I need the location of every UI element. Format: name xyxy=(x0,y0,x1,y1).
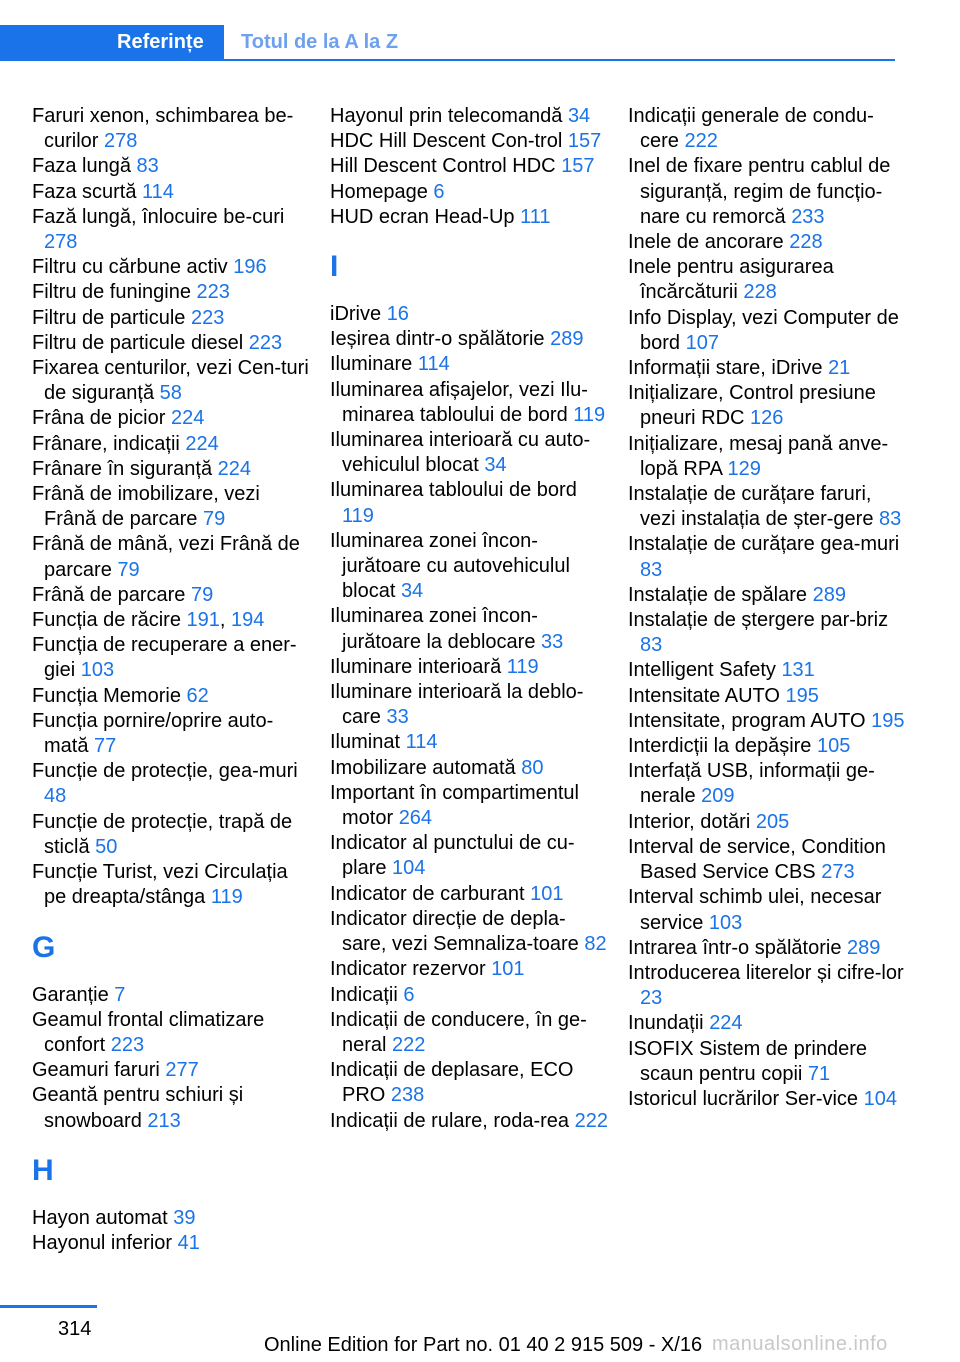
index-entry xyxy=(32,356,312,406)
page-link[interactable]: 34 xyxy=(484,454,507,477)
index-entry-text: Inele de ancorare xyxy=(628,231,784,254)
index-entry-text: Fixarea centurilor, vezi Cen-turi de siguranță xyxy=(32,357,309,405)
page-link[interactable]: 114 xyxy=(405,731,438,754)
page-link[interactable]: 277 xyxy=(165,1059,199,1082)
index-entry-text: Frâna de picior xyxy=(32,407,166,430)
index-entry xyxy=(330,1109,610,1134)
page-link[interactable]: 191 xyxy=(186,609,220,632)
page-link[interactable]: 224 xyxy=(709,1012,743,1035)
index-entry-text: Geamul frontal climatizare confort xyxy=(32,1008,265,1056)
index-entry xyxy=(628,936,908,961)
index-entry-text: Interfață USB, informații ge-nerale xyxy=(628,760,875,808)
page-link[interactable]: 16 xyxy=(386,303,409,326)
page-link[interactable]: 224 xyxy=(170,407,205,430)
index-entry-text: Funcție Turist, vezi Circulația pe dreapta/stânga xyxy=(32,861,288,909)
page-link[interactable]: 278 xyxy=(104,130,138,153)
section-letter: G xyxy=(32,930,56,964)
index-entry-text: Hayon automat xyxy=(32,1206,168,1229)
index-entry xyxy=(628,583,908,608)
index-entry xyxy=(32,684,312,709)
index-entry xyxy=(330,1008,610,1058)
page-link[interactable]: 101 xyxy=(491,958,525,981)
index-entry xyxy=(32,306,312,331)
index-entry xyxy=(32,104,312,154)
page-link[interactable]: 71 xyxy=(807,1062,831,1085)
page-link[interactable]: 79 xyxy=(117,558,140,581)
page-link[interactable]: 213 xyxy=(147,1109,181,1132)
index-entry-text: Frânare în siguranță xyxy=(32,457,213,480)
index-entry-text: Inițializare, mesaj pană anve-lopă RPA xyxy=(628,432,889,480)
index-entry-text: Iluminarea interioară cu auto-vehiculul blocat xyxy=(330,429,591,477)
page-link[interactable]: 34 xyxy=(400,580,424,603)
index-entry-text: Indicator al punctului de cu-plare xyxy=(330,832,575,880)
page-link[interactable]: 129 xyxy=(727,457,761,480)
tab-referinte[interactable]: Referințe xyxy=(0,25,224,61)
page-link[interactable]: 104 xyxy=(392,857,426,880)
page-link[interactable]: 39 xyxy=(173,1206,196,1229)
page-link[interactable]: 228 xyxy=(743,281,777,304)
index-entry-text: Inițializare, Control presiune pneuri RDC xyxy=(628,382,876,430)
index-entry-text: Iluminarea afișajelor, vezi Ilu-minarea tabloului de bord xyxy=(330,378,588,426)
page-link[interactable]: 289 xyxy=(550,328,584,351)
index-entry-text: Introducerea literelor și cifre-lor xyxy=(628,961,904,984)
index-entry xyxy=(628,835,908,885)
index-column-1 xyxy=(32,104,312,1256)
page-link[interactable]: 50 xyxy=(95,835,118,858)
index-entry xyxy=(32,633,312,683)
index-entry-text: Informații stare, iDrive xyxy=(628,357,823,380)
index-entry xyxy=(628,1087,908,1112)
index-entry xyxy=(32,1206,312,1231)
index-entry-text: Geamuri faruri xyxy=(32,1059,160,1082)
index-entry-text: Indicator de carburant xyxy=(330,882,525,905)
index-entry-text: HDC Hill Descent Con-trol xyxy=(330,130,563,153)
index-entry xyxy=(32,1058,312,1083)
index-entry xyxy=(32,532,312,582)
page-link[interactable]: 33 xyxy=(541,630,564,653)
index-entry-text: Frânare, indicații xyxy=(32,432,180,455)
index-entry-text: Funcția pornire/oprire auto-mată xyxy=(32,709,274,758)
index-entry-text: Interval schimb ulei, necesar service xyxy=(628,886,882,934)
index-entry xyxy=(628,306,908,356)
page-link[interactable]: 273 xyxy=(821,861,855,884)
index-entry xyxy=(628,381,908,431)
index-entry-text: Inele pentru asigurarea încărcăturii xyxy=(628,256,834,304)
index-entry-text: Funcția de răcire xyxy=(32,609,181,632)
index-column-3 xyxy=(628,104,908,1112)
index-entry-text: Interdicții la depășire xyxy=(628,735,812,758)
page-link[interactable]: 157 xyxy=(561,155,595,178)
index-entry-text: Interval de service, Condition Based Service CBS xyxy=(628,835,886,884)
page-link[interactable]: 6 xyxy=(433,180,445,203)
index-entry xyxy=(628,684,908,709)
index-entry-text: Filtru cu cărbune activ xyxy=(32,256,228,279)
page-link[interactable]: 222 xyxy=(392,1033,426,1056)
page-link[interactable]: 126 xyxy=(750,407,784,430)
index-entry-text: Frână de parcare xyxy=(32,583,186,606)
index-entry-text: Filtru de particule diesel xyxy=(32,331,244,354)
page-link[interactable]: 82 xyxy=(584,933,607,956)
page-link[interactable]: 195 xyxy=(871,709,905,732)
index-entry-text: Indicații de rulare, roda-rea xyxy=(330,1109,570,1132)
index-entry-text: Faza lungă xyxy=(32,155,131,178)
index-entry-text: Frână de mână, vezi Frână de parcare xyxy=(32,533,300,581)
edition-note: Online Edition for Part no. 01 40 2 915 509 - X/16 xyxy=(264,1334,703,1356)
page-link[interactable]: 119 xyxy=(342,504,374,527)
index-entry-text: HUD ecran Head-Up xyxy=(330,205,515,228)
index-entry-text: Interior, dotări xyxy=(628,810,751,833)
index-entry xyxy=(330,378,610,428)
index-entry xyxy=(330,983,610,1008)
index-entry xyxy=(330,756,610,781)
index-entry-text: Funcția Memorie xyxy=(32,684,181,707)
index-entry xyxy=(32,406,312,431)
index-entry xyxy=(330,1058,610,1108)
index-entry-text: Fază lungă, înlocuire be-curi xyxy=(32,205,285,228)
index-entry xyxy=(330,957,610,982)
index-entry xyxy=(628,255,908,305)
index-entry xyxy=(628,154,908,230)
page-link[interactable]: 83 xyxy=(136,155,159,178)
index-entry xyxy=(628,356,908,381)
index-entry-text: Filtru de funingine xyxy=(32,281,191,304)
index-entry: Funcția de răcire 191, 194 xyxy=(32,609,265,632)
page-link[interactable]: 79 xyxy=(190,583,214,606)
index-entry xyxy=(628,608,908,658)
index-entry-text: Indicații de conducere, în ge-neral xyxy=(330,1008,587,1056)
index-entry xyxy=(32,482,312,532)
page-link[interactable]: 223 xyxy=(248,331,283,354)
index-entry-text: Imobilizare automată xyxy=(330,756,516,779)
index-entry-text: Intensitate AUTO xyxy=(628,684,780,707)
index-entry-text: Inel de fixare pentru cablul de siguranță, regim de funcțio-nare cu remorcă xyxy=(628,155,891,228)
index-entry xyxy=(330,882,610,907)
page-link[interactable]: 33 xyxy=(386,706,409,729)
page-link[interactable]: 80 xyxy=(521,756,544,779)
page-link[interactable]: 228 xyxy=(789,231,823,254)
page-link[interactable]: 6 xyxy=(403,983,415,1006)
index-entry xyxy=(330,680,610,730)
index-entry xyxy=(330,180,610,205)
index-entry-text: Iluminarea zonei încon-jurătoare la deblocare xyxy=(330,605,538,653)
index-entry xyxy=(628,482,908,532)
index-entry xyxy=(628,961,908,1011)
index-entry-text: Inundații xyxy=(628,1012,704,1035)
page-link[interactable]: 289 xyxy=(812,583,846,606)
index-entry-text: Ieșirea dintr-o spălătorie xyxy=(330,328,545,351)
index-entry xyxy=(32,205,312,255)
index-entry-text: Indicații de deplasare, ECO PRO xyxy=(330,1059,574,1107)
index-entry-text: Indicator direcție de depla-sare, vezi Semnaliza-toare xyxy=(330,907,579,956)
index-entry xyxy=(628,532,908,582)
index-entry xyxy=(32,1231,312,1256)
page-link[interactable]: 7 xyxy=(114,983,126,1006)
page-link[interactable]: 209 xyxy=(701,785,735,808)
index-entry xyxy=(330,478,610,528)
page-link[interactable]: 21 xyxy=(828,357,851,380)
index-entry xyxy=(32,432,312,457)
page-link[interactable]: 223 xyxy=(190,306,225,329)
index-entry xyxy=(330,104,610,129)
page-link[interactable]: 101 xyxy=(530,882,564,905)
index-entry-text: Iluminare interioară la deblo-care xyxy=(330,681,584,729)
index-entry xyxy=(628,1037,908,1087)
section-letter: H xyxy=(32,1153,54,1187)
page-link[interactable]: 114 xyxy=(142,180,174,203)
index-entry-text: Frână de imobilizare, vezi Frână de parcare xyxy=(32,483,260,531)
page-link[interactable]: 83 xyxy=(640,558,663,581)
section-letter: I xyxy=(330,250,339,284)
index-entry-text: Hill Descent Control HDC xyxy=(330,155,556,178)
watermark: manualsonline.info xyxy=(712,1333,888,1355)
page-link[interactable]: 131 xyxy=(781,659,815,682)
index-entry xyxy=(330,352,610,377)
page-link[interactable]: 103 xyxy=(708,911,743,934)
index-entry-text: Intensitate, program AUTO xyxy=(628,709,866,732)
index-entry-text: Iluminarea zonei încon-jurătoare cu autovehiculul blocat xyxy=(330,529,570,603)
index-entry-text: Funcția de recuperare a ener-giei xyxy=(32,634,297,682)
page-link[interactable]: 278 xyxy=(44,231,78,254)
page-link[interactable]: 196 xyxy=(233,256,267,279)
footer-rule xyxy=(0,1305,97,1308)
index-entry-text: Intelligent Safety xyxy=(628,659,776,682)
index-entry xyxy=(628,104,908,154)
page-link[interactable]: 83 xyxy=(640,634,663,657)
index-entry-text: Faza scurtă xyxy=(32,180,137,203)
page-link[interactable]: 289 xyxy=(847,936,881,959)
page-link[interactable]: 58 xyxy=(159,382,182,405)
page-link[interactable]: 41 xyxy=(177,1231,200,1254)
index-entry-text: Indicații generale de condu-cere xyxy=(628,105,874,153)
index-entry xyxy=(32,280,312,305)
page-link[interactable]: 111 xyxy=(520,205,551,228)
page-link[interactable]: 205 xyxy=(755,810,790,833)
index-entry xyxy=(628,734,908,759)
page-link[interactable]: 23 xyxy=(640,987,663,1010)
index-entry xyxy=(32,154,312,179)
page-link[interactable]: 222 xyxy=(684,130,718,153)
index-entry-text: ISOFIX Sistem de prindere scaun pentru copii xyxy=(628,1037,867,1085)
page-link[interactable]: 83 xyxy=(879,508,902,531)
index-entry xyxy=(628,885,908,935)
index-entry-text: Indicator rezervor xyxy=(330,958,486,981)
index-entry-text: Funcție de protecție, gea-muri xyxy=(32,760,298,783)
index-entry-text: Garanție xyxy=(32,983,109,1006)
page-link[interactable]: 224 xyxy=(217,457,252,480)
page-link[interactable]: 157 xyxy=(567,130,602,153)
index-entry xyxy=(628,1011,908,1036)
index-entry xyxy=(330,529,610,605)
page-link[interactable]: 62 xyxy=(186,684,209,707)
index-entry xyxy=(330,327,610,352)
index-entry-text: Important în compartimentul motor xyxy=(330,781,579,830)
page-link[interactable]: 238 xyxy=(390,1084,425,1107)
index-entry-text: Hayonul prin telecomandă xyxy=(330,105,563,127)
index-entry xyxy=(330,302,610,327)
tab-totul-de-la-a-la-z[interactable]: Totul de la A la Z xyxy=(241,31,399,53)
page-link[interactable]: 107 xyxy=(685,331,719,354)
index-entry xyxy=(330,730,610,755)
page-link[interactable]: 233 xyxy=(791,205,825,228)
index-entry-text: Instalație de ștergere par-briz xyxy=(628,609,889,632)
index-entry-text: iDrive xyxy=(330,303,382,326)
page-link[interactable]: 34 xyxy=(567,105,591,127)
index-entry xyxy=(628,810,908,835)
index-entry-text: Instalație de curățare gea-muri xyxy=(628,533,900,556)
page-link[interactable]: 224 xyxy=(185,432,219,455)
index-entry-text: Intrarea într-o spălătorie xyxy=(628,936,842,959)
page-header xyxy=(0,25,895,61)
index-entry xyxy=(628,230,908,255)
page-link[interactable]: 104 xyxy=(863,1087,897,1110)
index-entry xyxy=(32,759,312,809)
page-link[interactable]: 77 xyxy=(94,735,117,758)
index-entry-text: Indicații xyxy=(330,983,398,1006)
index-entry-text: Instalație de curățare faruri, vezi instalația de șter-gere xyxy=(628,483,874,531)
page-link[interactable]: 264 xyxy=(398,807,433,830)
page-link[interactable]: 119 xyxy=(506,655,539,678)
index-entry-text: Iluminare interioară xyxy=(330,655,502,678)
index-entry-text: Filtru de particule xyxy=(32,306,186,329)
index-entry xyxy=(628,658,908,683)
index-entry xyxy=(628,759,908,809)
index-entry xyxy=(32,810,312,860)
index-entry xyxy=(330,205,610,230)
index-entry-text: Istoricul lucrărilor Ser-vice xyxy=(628,1087,859,1110)
index-entry-text: Faruri xenon, schimbarea be-curilor xyxy=(32,105,294,153)
index-entry xyxy=(32,255,312,280)
index-entry xyxy=(330,781,610,831)
index-entry-text: Info Display, vezi Computer de bord xyxy=(628,306,899,354)
page-link[interactable]: 223 xyxy=(196,281,230,304)
page-link[interactable]: 119 xyxy=(573,403,606,426)
index-entry xyxy=(330,907,610,957)
index-entry xyxy=(330,154,610,179)
index-entry-text: Instalație de spălare xyxy=(628,583,808,606)
index-entry xyxy=(628,432,908,482)
page-link[interactable]: 195 xyxy=(785,684,819,707)
index-entry-text: Homepage xyxy=(330,180,428,203)
index-entry xyxy=(330,428,610,478)
page-number: 314 xyxy=(58,1318,92,1340)
index-column-2 xyxy=(330,104,610,1134)
index-entry xyxy=(330,655,610,680)
index-entry xyxy=(32,457,312,482)
page-link[interactable]: 223 xyxy=(110,1033,145,1056)
page-link[interactable]: 119 xyxy=(210,886,243,909)
index-entry xyxy=(32,1083,312,1133)
index-entry xyxy=(32,860,312,910)
index-entry xyxy=(32,983,312,1008)
index-entry-text: Geantă pentru schiuri și snowboard xyxy=(32,1084,244,1132)
index-entry xyxy=(32,1008,312,1058)
page-link[interactable]: 194 xyxy=(231,609,265,632)
page-link[interactable]: 105 xyxy=(817,735,851,758)
index-entry xyxy=(330,831,610,881)
index-entry xyxy=(628,709,908,734)
index-entry-text: Iluminare xyxy=(330,353,413,376)
page-link[interactable]: 222 xyxy=(574,1109,608,1132)
page-link[interactable]: 114 xyxy=(417,353,450,376)
page-link[interactable]: 79 xyxy=(202,508,226,531)
index-entry-text: Iluminat xyxy=(330,731,401,754)
index-entry xyxy=(32,331,312,356)
index-entry-text: Hayonul inferior xyxy=(32,1231,173,1254)
page-link[interactable]: 103 xyxy=(80,659,115,682)
index-entry-text: Funcție de protecție, trapă de sticlă xyxy=(32,810,293,858)
index-entry-text: Iluminarea tabloului de bord xyxy=(330,479,577,502)
index-entry xyxy=(330,129,610,154)
index-entry xyxy=(32,583,312,608)
index-entry xyxy=(330,604,610,654)
page-link[interactable]: 48 xyxy=(44,785,67,808)
index-entry xyxy=(32,180,312,205)
index-entry xyxy=(32,709,312,759)
